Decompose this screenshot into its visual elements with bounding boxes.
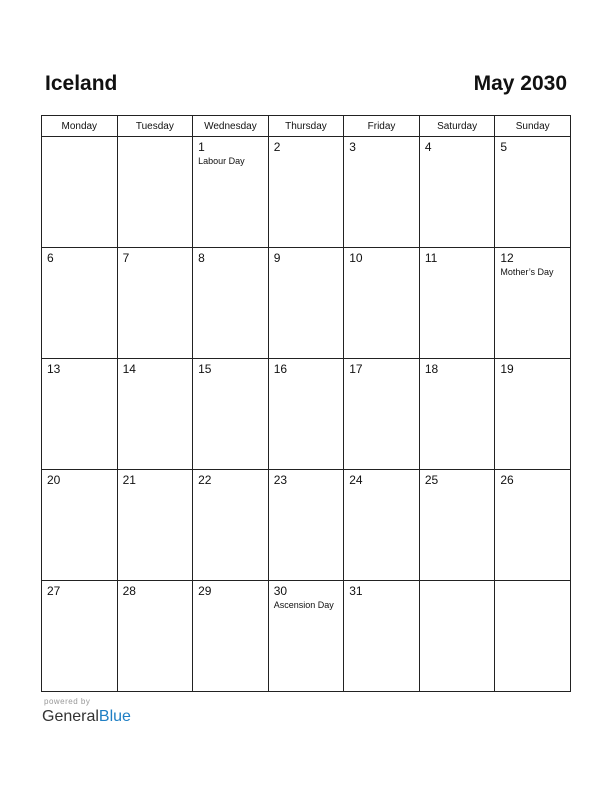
day-number: 27 — [47, 584, 61, 598]
day-cell — [419, 581, 495, 692]
holiday-label: Mother’s Day — [500, 267, 554, 277]
page-header — [41, 70, 571, 100]
day-cell — [42, 248, 118, 359]
weekday-header: Saturday — [419, 116, 495, 137]
day-number: 31 — [349, 584, 363, 598]
day-cell — [193, 581, 269, 692]
day-cell — [42, 137, 118, 248]
day-cell — [117, 248, 193, 359]
day-cell — [344, 359, 420, 470]
day-cell — [268, 581, 344, 692]
weekday-header: Monday — [42, 116, 118, 137]
day-number: 4 — [424, 140, 432, 154]
day-number: 8 — [198, 251, 205, 265]
weekday-header: Thursday — [268, 116, 344, 137]
day-cell — [193, 248, 269, 359]
weekday-header-row — [42, 116, 571, 137]
brand-name — [42, 707, 131, 727]
day-cell — [419, 248, 495, 359]
day-number: 7 — [122, 251, 130, 265]
day-number: 13 — [47, 362, 61, 376]
day-cell — [344, 581, 420, 692]
day-number: 15 — [198, 362, 212, 376]
day-number: 2 — [273, 140, 281, 154]
day-number: 11 — [424, 251, 438, 265]
day-cell — [117, 581, 193, 692]
day-cell — [495, 581, 571, 692]
day-number: 22 — [198, 473, 212, 487]
day-number: 6 — [47, 251, 54, 265]
day-number: 25 — [424, 473, 439, 487]
calendar-body — [42, 137, 571, 692]
day-number: 19 — [500, 362, 514, 376]
day-cell — [268, 359, 344, 470]
day-cell — [193, 470, 269, 581]
day-cell — [193, 137, 269, 248]
day-cell — [42, 470, 118, 581]
day-number: 14 — [122, 362, 136, 376]
week-row — [42, 359, 571, 470]
day-cell — [495, 359, 571, 470]
day-number: 17 — [349, 362, 363, 376]
day-cell — [495, 137, 571, 248]
day-number: 26 — [500, 473, 514, 487]
week-row — [42, 137, 571, 248]
day-number: 18 — [424, 362, 439, 376]
country-title: Iceland — [45, 72, 118, 95]
day-cell — [419, 137, 495, 248]
month-title: May 2030 — [473, 72, 567, 95]
day-number: 12 — [500, 251, 514, 265]
brand-name-blue: Blue — [98, 708, 131, 725]
week-row — [42, 581, 571, 692]
day-cell — [344, 248, 420, 359]
calendar-grid — [41, 115, 571, 692]
day-cell — [117, 359, 193, 470]
day-number: 21 — [122, 473, 136, 487]
weekday-header: Friday — [344, 116, 420, 137]
weekday-header: Tuesday — [117, 116, 193, 137]
weekday-header: Sunday — [495, 116, 571, 137]
day-number: 30 — [273, 584, 288, 598]
day-cell — [268, 248, 344, 359]
day-number: 20 — [47, 473, 61, 487]
day-cell — [268, 470, 344, 581]
day-cell — [268, 137, 344, 248]
holiday-label: Ascension Day — [273, 600, 334, 610]
day-number: 3 — [349, 140, 356, 154]
weekday-header: Wednesday — [193, 116, 269, 137]
brand-name-general: General — [42, 708, 99, 725]
powered-by-label: powered by — [44, 697, 91, 706]
day-number: 24 — [349, 473, 363, 487]
day-number: 1 — [198, 140, 205, 154]
day-cell — [117, 137, 193, 248]
day-cell — [193, 359, 269, 470]
day-cell — [495, 470, 571, 581]
day-cell — [344, 470, 420, 581]
day-number: 10 — [349, 251, 363, 265]
day-cell — [42, 581, 118, 692]
day-number: 9 — [273, 251, 281, 265]
day-number: 16 — [273, 362, 288, 376]
week-row — [42, 470, 571, 581]
day-cell — [419, 359, 495, 470]
holiday-label: Labour Day — [198, 156, 245, 166]
brand-logo — [41, 697, 181, 731]
day-cell — [495, 248, 571, 359]
day-number: 28 — [122, 584, 136, 598]
week-row — [42, 248, 571, 359]
day-number: 5 — [500, 140, 508, 154]
day-number: 23 — [273, 473, 288, 487]
day-number: 29 — [198, 584, 212, 598]
day-cell — [344, 137, 420, 248]
day-cell — [117, 470, 193, 581]
day-cell — [42, 359, 118, 470]
day-cell — [419, 470, 495, 581]
